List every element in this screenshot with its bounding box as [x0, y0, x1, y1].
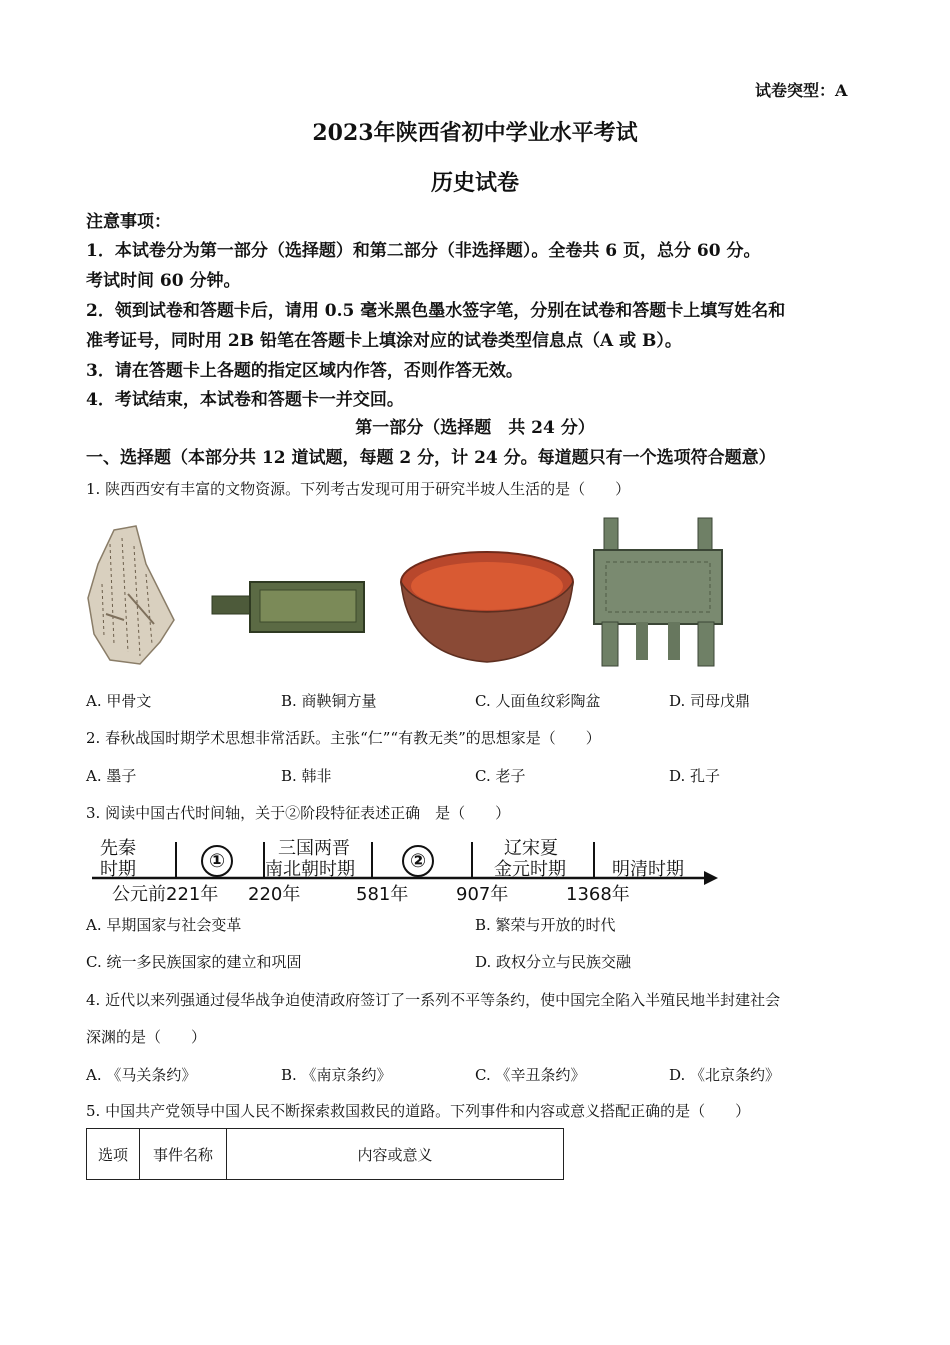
timeline-year: 公元前221年: [112, 884, 219, 905]
exam-subtitle: 历史试卷: [430, 170, 519, 196]
section1-heading: 一、选择题（本部分共 12 道试题，每题 2 分，计 24 分。每道题只有一个选项符合题意）: [86, 448, 776, 468]
question-5-stem: 5. 中国共产党领导中国人民不断探索救国救民的道路。下列事件和内容或意义搭配正确的是（ ）: [86, 1102, 751, 1120]
q2-option-b: B. 韩非: [281, 767, 332, 785]
timeline-label: 南北朝时期: [265, 859, 355, 880]
timeline-label: 金元时期: [494, 859, 566, 880]
painted-pottery-basin-image: [398, 548, 576, 666]
q3-option-c: C. 统一多民族国家的建立和巩固: [86, 953, 302, 971]
q3-option-a: A. 早期国家与社会变革: [86, 916, 242, 934]
timeline-year: 581年: [356, 884, 409, 905]
q2-option-a: A. 墨子: [86, 767, 137, 785]
paper-type-label: 试卷突型：A: [755, 81, 848, 100]
exam-title: 2023年陕西省初中学业水平考试: [312, 120, 638, 146]
timeline-year: 907年: [456, 884, 509, 905]
timeline-label: 明清时期: [612, 859, 684, 880]
timeline-year: 220年: [248, 884, 301, 905]
table-header-cell: 内容或意义: [227, 1129, 564, 1180]
q4-option-a: A. 《马关条约》: [86, 1066, 197, 1084]
notes-heading: 注意事项：: [86, 212, 171, 232]
q4-option-c: C. 《辛丑条约》: [475, 1066, 586, 1084]
oracle-bone-image: [84, 524, 180, 668]
table-header-cell: 选项: [87, 1129, 140, 1180]
timeline-year: 1368年: [566, 884, 630, 905]
timeline-label: 先秦: [100, 838, 136, 859]
question-3-stem: 3. 阅读中国古代时间轴，关于②阶段特征表述正确 是（ ）: [86, 804, 511, 822]
q1-option-c: C. 人面鱼纹彩陶盆: [475, 692, 601, 710]
question-2-stem: 2. 春秋战国时期学术思想非常活跃。主张“仁”“有教无类”的思想家是（ ）: [86, 729, 601, 747]
notes-line: 考试时间 60 分钟。: [86, 271, 241, 291]
q4-option-d: D. 《北京条约》: [669, 1066, 781, 1084]
q1-option-b: B. 商鞅铜方量: [281, 692, 377, 710]
q2-option-d: D. 孔子: [669, 767, 721, 785]
table-header-row: [87, 1129, 564, 1180]
ding-vessel-image: [588, 516, 728, 668]
notes-line: 2．领到试卷和答题卡后，请用 0.5 毫米黑色墨水签字笔，分别在试卷和答题卡上填写姓名和: [86, 301, 786, 321]
notes-line: 3．请在答题卡上各题的指定区域内作答，否则作答无效。: [86, 361, 523, 381]
q2-option-c: C. 老子: [475, 767, 526, 785]
q4-option-b: B. 《南京条约》: [281, 1066, 392, 1084]
timeline-stage-2-marker: ②: [402, 845, 434, 877]
q3-option-d: D. 政权分立与民族交融: [475, 953, 632, 971]
part1-heading: 第一部分（选择题 共 24 分）: [355, 418, 595, 438]
question-4-stem-continued: 深渊的是（ ）: [86, 1028, 207, 1046]
q1-option-a: A. 甲骨文: [86, 692, 152, 710]
timeline-label: 辽宋夏: [504, 838, 558, 859]
question-4-stem: 4. 近代以来列强通过侵华战争迫使清政府签订了一系列不平等条约，使中国完全陷入半殖民地半封建社会: [86, 991, 781, 1009]
timeline-label: 三国两晋: [278, 838, 350, 859]
q5-table: [86, 1128, 564, 1180]
notes-line: 准考证号，同时用 2B 铅笔在答题卡上填涂对应的试卷类型信息点（A 或 B）。: [86, 331, 682, 351]
table-header-cell: 事件名称: [140, 1129, 227, 1180]
notes-line: 1．本试卷分为第一部分（选择题）和第二部分（非选择题）。全卷共 6 页，总分 60 分。: [86, 241, 761, 261]
timeline-label: 时期: [100, 859, 136, 880]
q1-option-d: D. 司母戊鼎: [669, 692, 751, 710]
q3-option-b: B. 繁荣与开放的时代: [475, 916, 616, 934]
bronze-measure-image: [210, 578, 370, 638]
notes-line: 4．考试结束，本试卷和答题卡一并交回。: [86, 390, 404, 410]
timeline-stage-1-marker: ①: [201, 845, 233, 877]
question-1-stem: 1. 陕西西安有丰富的文物资源。下列考古发现可用于研究半坡人生活的是（ ）: [86, 480, 631, 498]
